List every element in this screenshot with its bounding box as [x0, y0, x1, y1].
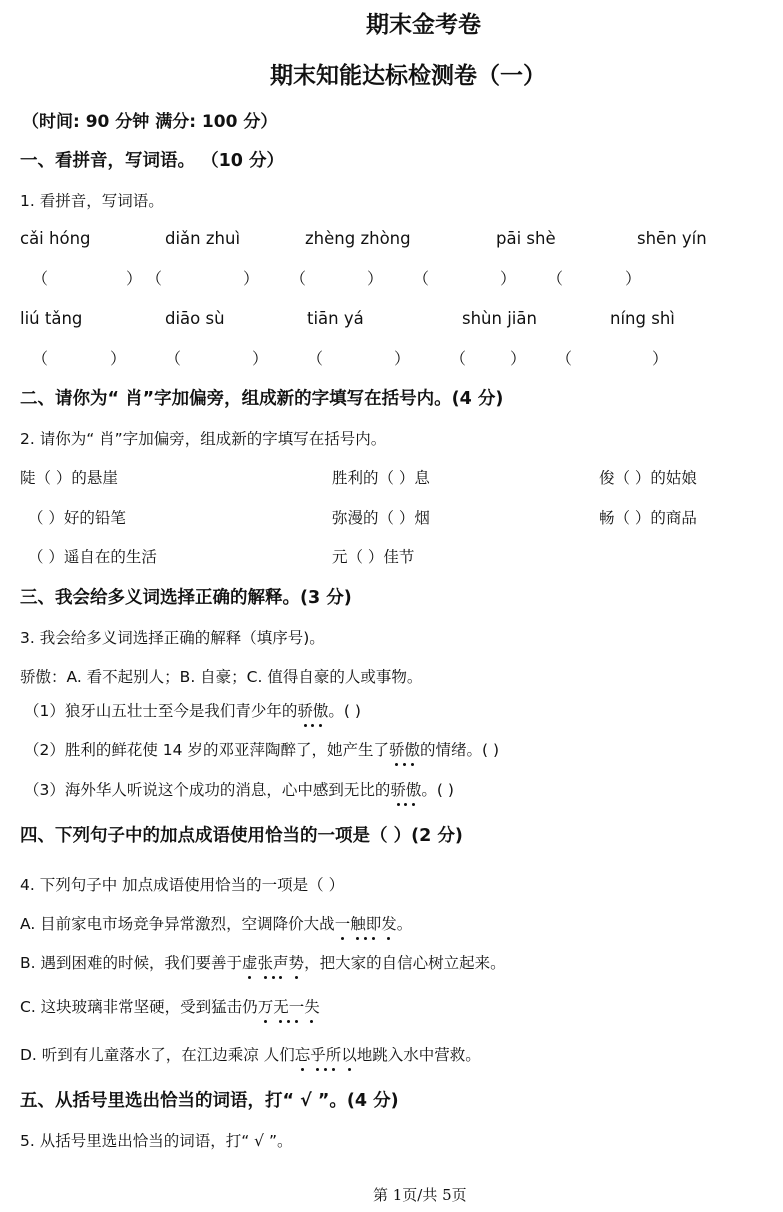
- fill-item: 俊（ ）的姑娘: [599, 469, 697, 487]
- answer-bracket-close: ）: [126, 269, 143, 288]
- answer-bracket-open: （: [413, 269, 430, 288]
- section-4-title: 四、下列句子中的加点成语使用恰当的一项是（ ）(2 分): [20, 826, 463, 846]
- question-3: 3. 我会给多义词选择正确的解释（填序号)。: [20, 629, 325, 647]
- answer-bracket-close: ）: [252, 349, 269, 368]
- dotted-word: 忘乎所以: [295, 1046, 357, 1064]
- fill-item: 弥漫的（ ）烟: [332, 509, 430, 527]
- dotted-word: 骄傲: [389, 741, 420, 759]
- option-d: D. 听到有儿童落水了，在江边乘凉 人们忘乎所以地跳入水中营救。: [20, 1043, 481, 1065]
- pinyin-3: zhèng zhòng: [305, 229, 411, 248]
- pinyin-8: tiān yá: [307, 309, 364, 328]
- fill-item: 胜利的（ ）息: [332, 469, 430, 487]
- page-title: 期末知能达标检测卷（一）: [270, 63, 546, 89]
- page-number: 第 1页/共 5页: [373, 1186, 467, 1204]
- pinyin-6: liú tǎng: [20, 309, 83, 328]
- pinyin-10: níng shì: [610, 309, 675, 328]
- answer-bracket-open: （: [146, 269, 163, 288]
- answer-bracket-open: （: [32, 349, 49, 368]
- pinyin-2: diǎn zhuì: [165, 229, 241, 248]
- dotted-word: 一触即发: [335, 915, 397, 933]
- dotted-word: 骄傲: [297, 702, 328, 720]
- dotted-word: 骄傲: [390, 781, 421, 799]
- exam-meta: （时间: 90 分钟 满分: 100 分）: [22, 112, 278, 132]
- fill-item: （ ）遥自在的生活: [28, 548, 157, 566]
- option-b: B. 遇到困难的时候，我们要善于虚张声势，把大家的自信心树立起来。: [20, 951, 506, 973]
- sub-question: （1）狼牙山五壮士至今是我们青少年的骄傲。( ): [24, 699, 361, 721]
- section-2-title: 二、请你为“ 肖”字加偏旁，组成新的字填写在括号内。(4 分): [20, 389, 504, 409]
- sub-question: （2）胜利的鲜花使 14 岁的邓亚萍陶醉了，她产生了骄傲的情绪。( ): [24, 738, 499, 760]
- answer-bracket-close: ）: [394, 349, 411, 368]
- option-c: C. 这块玻璃非常坚硬，受到猛击仍万无一失: [20, 995, 320, 1017]
- section-1-title: 一、看拼音，写词语。 （10 分）: [20, 151, 285, 171]
- section-5-title: 五、从括号里选出恰当的词语，打“ √ ”。(4 分): [20, 1091, 399, 1111]
- answer-bracket-open: （: [307, 349, 324, 368]
- option-a: A. 目前家电市场竞争异常激烈，空调降价大战一触即发。: [20, 912, 412, 934]
- dotted-word: 万无一失: [258, 998, 320, 1016]
- sub-question: （3）海外华人听说这个成功的消息，心中感到无比的骄傲。( ): [24, 778, 454, 800]
- answer-bracket-open: （: [556, 349, 573, 368]
- top-title: 期末金考卷: [366, 12, 481, 38]
- answer-bracket-open: （: [450, 349, 467, 368]
- question-2: 2. 请你为“ 肖”字加偏旁，组成新的字填写在括号内。: [20, 430, 387, 448]
- answer-bracket-close: ）: [367, 269, 384, 288]
- dotted-word: 虚张声势: [242, 954, 304, 972]
- pinyin-5: shēn yín: [637, 229, 707, 248]
- question-4: 4. 下列句子中 加点成语使用恰当的一项是（ ）: [20, 876, 345, 894]
- answer-bracket-close: ）: [500, 269, 517, 288]
- fill-item: 畅（ ）的商品: [599, 509, 697, 527]
- pinyin-1: cǎi hóng: [20, 229, 91, 248]
- pinyin-9: shùn jiān: [462, 309, 537, 328]
- answer-bracket-open: （: [32, 269, 49, 288]
- fill-item: （ ）好的铅笔: [28, 509, 126, 527]
- answer-bracket-open: （: [547, 269, 564, 288]
- section-3-title: 三、我会给多义词选择正确的解释。(3 分): [20, 588, 352, 608]
- answer-bracket-open: （: [290, 269, 307, 288]
- answer-bracket-close: ）: [243, 269, 260, 288]
- question-1: 1. 看拼音，写词语。: [20, 192, 164, 210]
- definition: 骄傲：A. 看不起别人；B. 自豪；C. 值得自豪的人或事物。: [20, 668, 423, 686]
- pinyin-7: diāo sù: [165, 309, 225, 328]
- answer-bracket-close: ）: [110, 349, 127, 368]
- pinyin-4: pāi shè: [496, 229, 556, 248]
- fill-item: 陡（ ）的悬崖: [20, 469, 118, 487]
- question-5: 5. 从括号里选出恰当的词语，打“ √ ”。: [20, 1132, 293, 1150]
- answer-bracket-close: ）: [625, 269, 642, 288]
- fill-item: 元（ ）佳节: [332, 548, 415, 566]
- answer-bracket-close: ）: [510, 349, 527, 368]
- answer-bracket-close: ）: [652, 349, 669, 368]
- answer-bracket-open: （: [165, 349, 182, 368]
